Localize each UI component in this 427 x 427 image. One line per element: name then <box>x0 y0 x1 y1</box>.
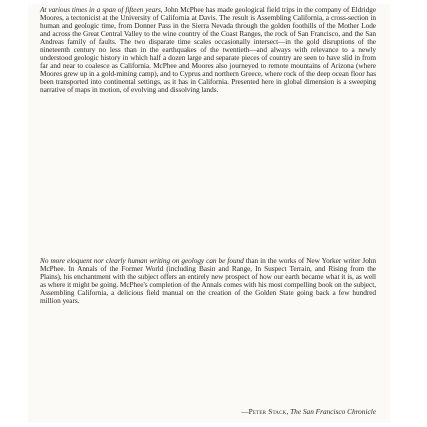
review-body: than in the works of New Yorker writer John McPhee. In Annals of the Former World (including Basin and Range, In Suspect Terrain, and Rising from the Plains), his enchantment with the subject offers an entirely new prospect of how our earth became what it is, as well as where it might be going. McPhee's completion of the Annals comes with his most compelling book on the subject, Assembling California, a delicious field manual on the creation of the Golden State going back a few hundred million years. <box>40 256 376 306</box>
jacket-paragraph-description <box>40 6 376 95</box>
paragraph-lead-in: At various times in a span of fifteen years, <box>40 5 163 14</box>
attribution-separator: , <box>286 407 291 416</box>
jacket-paragraph-review <box>40 257 376 305</box>
review-attribution <box>40 408 376 416</box>
review-lead-in: No more eloquent nor clearly human writing on geology can be found <box>40 256 244 265</box>
book-jacket-page <box>28 4 390 423</box>
paragraph-body: John McPhee has made geological field trips in the company of Eldridge Moores, a tectonicist at the University of California at Davis. The result is Assembling California, a cross-section in human and geologic time, from Donner Pass in the Sierra Nevada through the golden foothills of the Mother Lode and across the Great Central Valley to the wine country of the Coast Ranges, the rock of San Francisco, and the San Andreas family of faults. The two disparate time scales occasionally intersect—in the gold disruptions of the nineteenth century no less than in the earthquakes of the twentieth—and always with relevance to a newly understood geologic history in which half a dozen large and separate pieces of country are seen to have slid in from far and near to coalesce as California. McPhee and Moores also journeyed to remote mountains of Arizona (where Moores grew up in a gold-mining camp), and to Cyprus and northern Greece, where rock of the deep ocean floor has been transported into continental settings, as it has in California. Presented here in global dimension is a sweeping narrative of maps in motion, of evolving and dissolving lands. <box>40 5 377 95</box>
attribution-dash: — <box>241 407 249 416</box>
reviewer-name: Peter Stack <box>248 407 287 416</box>
review-source: The San Francisco Chronicle <box>290 407 376 416</box>
